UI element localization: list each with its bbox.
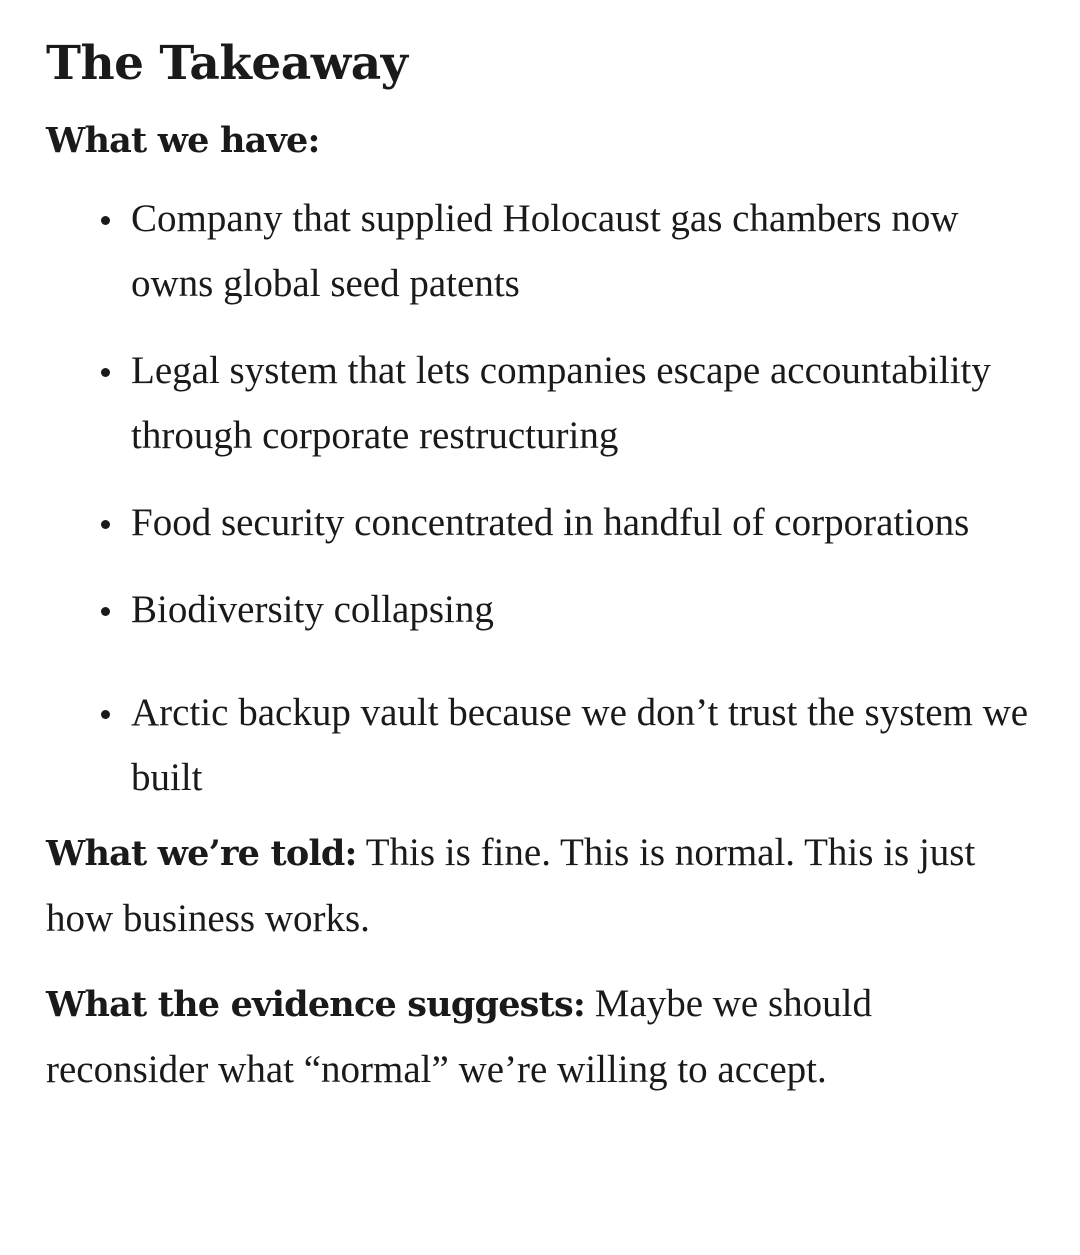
list-item xyxy=(101,338,1034,468)
list-item xyxy=(101,490,1034,555)
section-heading: The Takeaway xyxy=(46,36,408,91)
what-we-are-told-paragraph xyxy=(46,820,1034,951)
list-item xyxy=(101,577,1034,642)
list-item-text: Company that supplied Holocaust gas chambers now owns global seed patents xyxy=(131,197,959,305)
evidence-paragraph xyxy=(46,971,1034,1102)
bullet-dot-icon xyxy=(101,216,110,225)
evidence-text: Maybe we should reconsider what “normal” we’re willing to accept. xyxy=(46,982,873,1091)
bullet-dot-icon xyxy=(101,520,110,529)
list-item xyxy=(101,186,1034,316)
evidence-label: What the evidence suggests: xyxy=(46,984,585,1025)
list-item-text: Legal system that lets companies escape accountability through corporate restructuring xyxy=(131,349,991,457)
list-item xyxy=(101,680,1034,810)
bullet-dot-icon xyxy=(101,710,110,719)
bullet-dot-icon xyxy=(101,607,110,616)
what-we-are-told-text: This is fine. This is normal. This is just how business works. xyxy=(46,831,976,940)
bullet-list xyxy=(46,186,1034,810)
what-we-are-told-label: What we’re told: xyxy=(46,833,357,874)
list-item-text: Food security concentrated in handful of corporations xyxy=(131,501,970,544)
what-we-have-label: What we have: xyxy=(46,120,320,161)
list-item-text: Biodiversity collapsing xyxy=(131,588,494,631)
bullet-dot-icon xyxy=(101,368,110,377)
list-item-text: Arctic backup vault because we don’t trust the system we built xyxy=(131,691,1029,799)
